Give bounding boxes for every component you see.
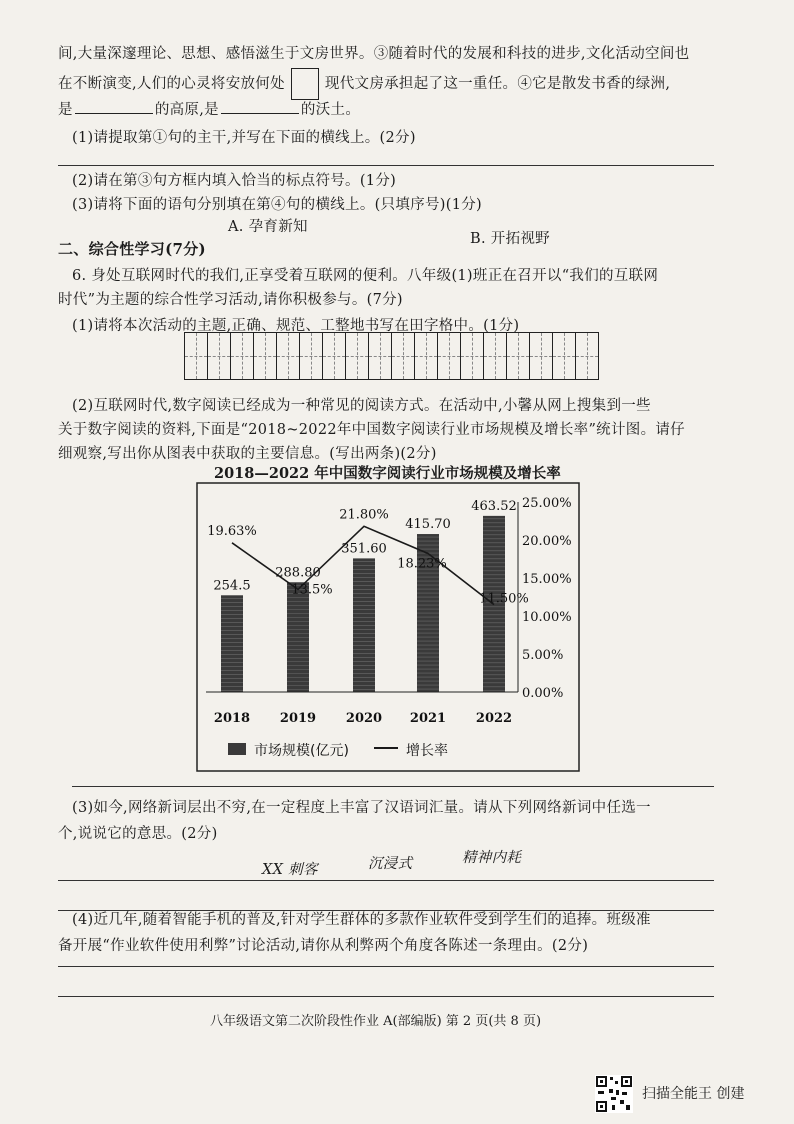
- bar-value-label: 463.52: [471, 498, 517, 514]
- grid-cell[interactable]: [300, 333, 323, 379]
- answer-line[interactable]: [58, 165, 714, 166]
- scanner-watermark: 扫描全能王 创建: [642, 1086, 745, 1102]
- grid-cell[interactable]: [484, 333, 507, 379]
- grid-cell[interactable]: [553, 333, 576, 379]
- growth-rate-label: 13.5%: [291, 582, 333, 598]
- passage-line-2: [58, 68, 670, 100]
- answer-line[interactable]: [58, 880, 714, 881]
- passage-line-3b: 的高原,是: [154, 102, 219, 118]
- market-size-chart: [196, 482, 580, 772]
- section-heading: 二、综合性学习(7分): [58, 240, 206, 258]
- grid-cell[interactable]: [438, 333, 461, 379]
- x-tick-label: 2020: [345, 711, 383, 726]
- right-axis-tick-label: 25.00%: [522, 496, 572, 511]
- q5-option-b: B. 开拓视野: [470, 231, 550, 247]
- q6-intro-line-2: 时代”为主题的综合性学习活动,请你积极参与。(7分): [58, 292, 403, 308]
- q5-option-a: A. 孕育新知: [228, 219, 308, 235]
- grid-cell[interactable]: [507, 333, 530, 379]
- passage-line-3a: 是: [58, 102, 73, 118]
- x-tick-label: 2022: [475, 711, 513, 726]
- right-axis-tick-label: 20.00%: [522, 534, 572, 549]
- grid-cell[interactable]: [369, 333, 392, 379]
- q6-sub3-line-2: 个,说说它的意思。(2分): [58, 826, 218, 842]
- right-axis-tick-label: 5.00%: [522, 648, 564, 663]
- answer-line[interactable]: [58, 966, 714, 967]
- x-tick-label: 2019: [279, 711, 317, 726]
- grid-cell[interactable]: [346, 333, 369, 379]
- page-footer: 八年级语文第二次阶段性作业 A(部编版) 第 2 页(共 8 页): [210, 1014, 542, 1029]
- bar-value-label: 415.70: [405, 517, 451, 533]
- answer-line[interactable]: [58, 996, 714, 997]
- grid-cell[interactable]: [254, 333, 277, 379]
- growth-rate-label: 11.50%: [479, 591, 529, 607]
- legend-line-label: 增长率: [406, 743, 448, 759]
- grid-cell[interactable]: [576, 333, 598, 379]
- new-word-3: 精神内耗: [462, 850, 522, 866]
- grid-cell[interactable]: [323, 333, 346, 379]
- q6-sub1: (1)请将本次活动的主题,正确、规范、工整地书写在田字格中。(1分): [72, 318, 520, 334]
- grid-cell[interactable]: [461, 333, 484, 379]
- x-tick-label: 2018: [213, 711, 251, 726]
- grid-cell[interactable]: [530, 333, 553, 379]
- passage-line-3c: 的沃土。: [300, 102, 361, 118]
- passage-line-2a: 在不断演变,人们的心灵将安放何处: [58, 76, 285, 92]
- fill-blank-1[interactable]: [75, 99, 153, 114]
- passage-line-3: [58, 98, 360, 119]
- growth-rate-label: 21.80%: [339, 507, 389, 523]
- q5-sub1: (1)请提取第①句的主干,并写在下面的横线上。(2分): [72, 130, 416, 146]
- right-axis-tick-label: 0.00%: [522, 686, 564, 701]
- answer-line[interactable]: [72, 786, 714, 787]
- bar-2018: [221, 595, 243, 692]
- punctuation-answer-box[interactable]: [291, 68, 319, 100]
- bar-value-label: 254.5: [213, 578, 251, 594]
- q6-sub3-line-1: (3)如今,网络新词层出不穷,在一定程度上丰富了汉语词汇量。请从下列网络新词中任选一: [72, 800, 651, 816]
- new-word-2: 沉浸式: [368, 856, 413, 872]
- legend-bar-swatch: [228, 743, 246, 755]
- q6-sub2-line-1: (2)互联网时代,数字阅读已经成为一种常见的阅读方式。在活动中,小馨从网上搜集到一些: [72, 398, 651, 414]
- passage-line-1: 间,大量深邃理论、思想、感悟滋生于文房世界。③随着时代的发展和科技的进步,文化活动空间也: [58, 46, 690, 62]
- right-axis-tick-label: 15.00%: [522, 572, 572, 587]
- chart-title: 2018—2022 年中国数字阅读行业市场规模及增长率: [214, 465, 561, 482]
- q6-intro-line-1: 6. 身处互联网时代的我们,正享受着互联网的便利。八年级(1)班正在召开以“我们的互联网: [72, 268, 659, 284]
- grid-cell[interactable]: [231, 333, 254, 379]
- growth-rate-label: 18.23%: [397, 556, 447, 572]
- grid-cell[interactable]: [185, 333, 208, 379]
- grid-cell[interactable]: [208, 333, 231, 379]
- bar-value-label: 351.60: [341, 541, 387, 557]
- grid-cell[interactable]: [392, 333, 415, 379]
- q6-sub2-line-3: 细观察,写出你从图表中获取的主要信息。(写出两条)(2分): [58, 446, 437, 462]
- tianzige-grid[interactable]: [184, 332, 599, 380]
- q6-sub4-line-1: (4)近几年,随着智能手机的普及,针对学生群体的多款作业软件受到学生们的追捧。班级准: [72, 912, 651, 928]
- growth-rate-label: 19.63%: [207, 523, 257, 539]
- grid-cell[interactable]: [415, 333, 438, 379]
- fill-blank-2[interactable]: [221, 99, 299, 114]
- new-word-1: XX 刺客: [262, 862, 318, 878]
- q6-sub2-line-2: 关于数字阅读的资料,下面是“2018~2022年中国数字阅读行业市场规模及增长率”统计图。请仔: [58, 422, 685, 438]
- qr-code-icon: [595, 1075, 633, 1113]
- legend-bar-label: 市场规模(亿元): [254, 743, 349, 759]
- x-tick-label: 2021: [409, 711, 447, 726]
- passage-line-2b: 现代文房承担起了这一重任。④它是散发书香的绿洲,: [324, 76, 671, 92]
- q5-sub3: (3)请将下面的语句分别填在第④句的横线上。(只填序号)(1分): [72, 197, 482, 213]
- bar-value-label: 288.80: [275, 565, 321, 581]
- right-axis-tick-label: 10.00%: [522, 610, 572, 625]
- q6-sub4-line-2: 备开展“作业软件使用利弊”讨论活动,请你从利弊两个角度各陈述一条理由。(2分): [58, 938, 589, 954]
- grid-cell[interactable]: [277, 333, 300, 379]
- q5-sub2: (2)请在第③句方框内填入恰当的标点符号。(1分): [72, 173, 397, 189]
